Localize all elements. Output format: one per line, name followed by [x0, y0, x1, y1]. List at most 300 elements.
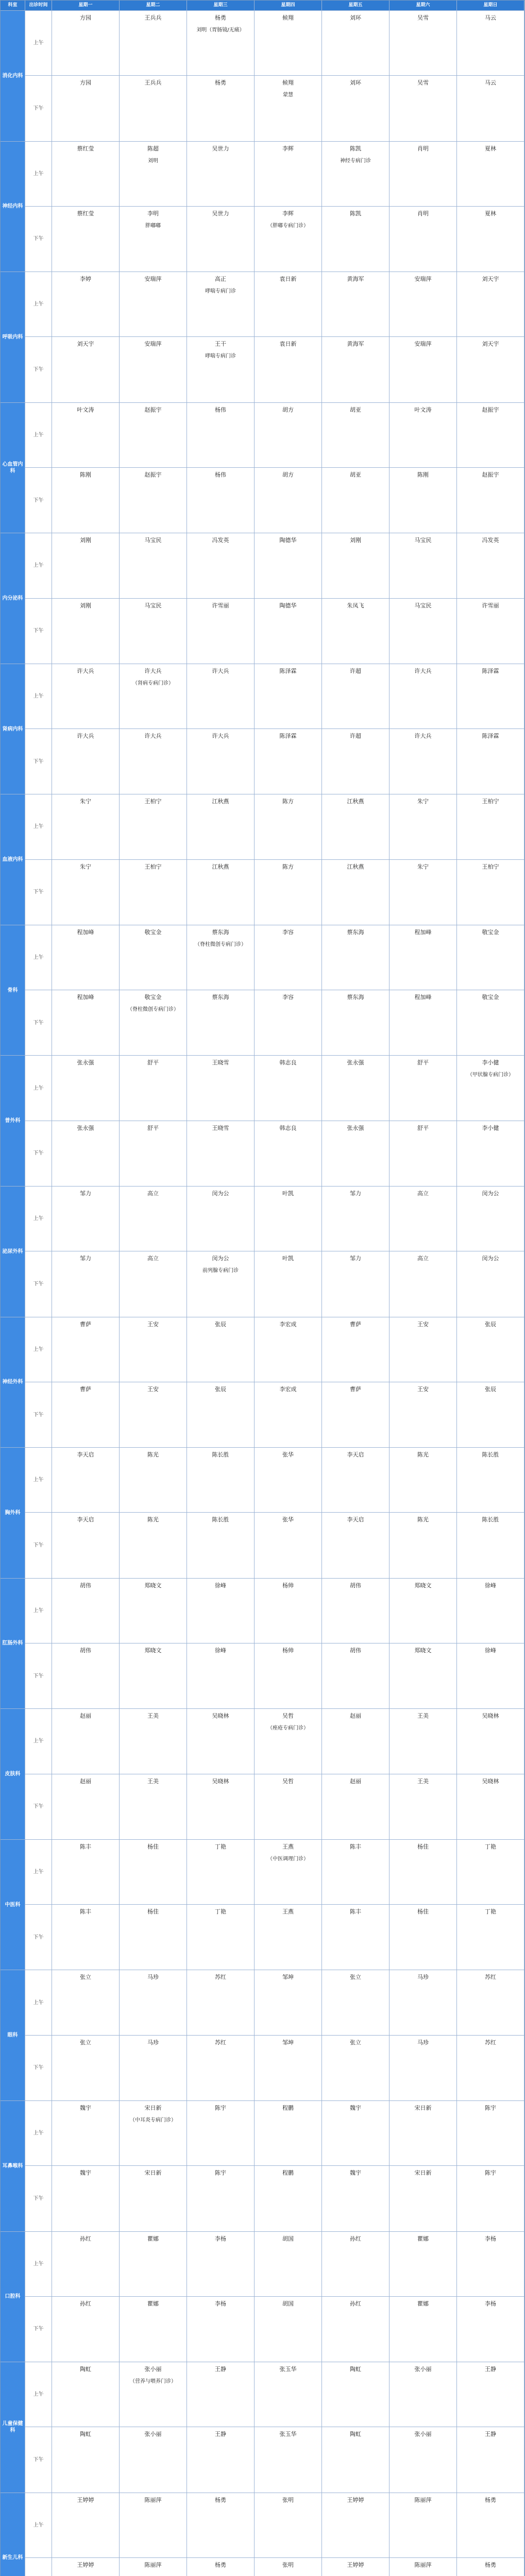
doctor-name: 高立: [147, 1255, 159, 1262]
doctor-entry: [187, 1579, 254, 1643]
column-header: 星期一: [52, 1, 120, 11]
doctor-name: 王婷婷: [347, 2561, 364, 2568]
doctor-entry: [120, 2232, 187, 2297]
time-slot: 下午: [33, 236, 44, 242]
doctor-name: 郑晓文: [144, 1582, 162, 1589]
doctor-name: 高正: [215, 276, 226, 283]
doctor-entry: [457, 1187, 524, 1251]
day-cell: [255, 1317, 322, 1448]
doctor-name: 叶凯: [282, 1255, 294, 1262]
department-label: 消化内科: [1, 11, 25, 142]
time-slot: 上午: [25, 925, 52, 990]
doctor-entry: [120, 2166, 187, 2231]
day-cell: [322, 2101, 389, 2232]
day-cell: [457, 2232, 524, 2363]
doctor-entry: [389, 2493, 456, 2558]
doctor-name: 王婷婷: [347, 2496, 364, 2503]
doctor-name: 徐峰: [485, 1582, 496, 1589]
doctor-name: 赵振宇: [482, 471, 499, 478]
department-label: 呼吸内科: [1, 272, 25, 403]
doctor-entry: [120, 2427, 187, 2492]
doctor-name: 王静: [485, 2366, 496, 2373]
day-cell: [322, 403, 389, 534]
day-cell: [187, 11, 255, 142]
day-cell: [389, 1317, 457, 1448]
doctor-entry: [457, 860, 524, 925]
time-slot: 上午: [25, 1187, 52, 1251]
doctor-name: 李天启: [347, 1516, 364, 1523]
doctor-entry: [255, 2427, 321, 2492]
time-slot-column: [25, 1840, 52, 1971]
doctor-entry: [322, 1187, 389, 1251]
doctor-name: 闵为公: [212, 1190, 229, 1197]
column-header: 科室: [1, 1, 25, 11]
doctor-entry: [120, 664, 187, 729]
doctor-entry: [52, 2558, 119, 2576]
day-cell: [187, 1970, 255, 2101]
doctor-name: 瞿娜: [417, 2300, 429, 2307]
day-cell: [120, 2232, 187, 2363]
doctor-entry: [120, 1448, 187, 1513]
doctor-name: 徐峰: [215, 1647, 226, 1654]
day-cell: [255, 2493, 322, 2576]
time-slot-column: [25, 1317, 52, 1448]
doctor-name: 许大兵: [414, 667, 432, 674]
doctor-entry: [120, 1643, 187, 1708]
doctor-entry: [457, 2297, 524, 2362]
day-cell: [389, 272, 457, 403]
doctor-entry: [457, 1579, 524, 1643]
day-cell: [52, 2232, 120, 2363]
day-cell: [322, 2493, 389, 2576]
time-slot: 下午: [33, 1281, 44, 1287]
time-slot: 下午: [33, 1673, 44, 1679]
doctor-name: 赵振宇: [144, 471, 162, 478]
doctor-entry: [457, 1970, 524, 2035]
doctor-name: 曹萨: [80, 1320, 91, 1328]
doctor-name: 张华: [282, 1451, 294, 1459]
doctor-name: 苏红: [215, 2039, 226, 2046]
doctor-entry: [52, 468, 119, 533]
time-slot: 上午: [25, 1709, 52, 1774]
doctor-name: 郑晓文: [414, 1647, 432, 1654]
day-cell: [322, 664, 389, 795]
doctor-name: 陶虹: [350, 2366, 361, 2373]
day-cell: [457, 1187, 524, 1317]
doctor-entry: [52, 142, 119, 207]
day-cell: [52, 1709, 120, 1840]
doctor-entry: [322, 2362, 389, 2427]
day-cell: [457, 2493, 524, 2576]
time-slot: 下午: [33, 2326, 44, 2332]
time-slot: 上午: [25, 272, 52, 337]
doctor-entry: [52, 1251, 119, 1316]
doctor-entry: [255, 599, 321, 664]
doctor-name: 杨佳: [147, 1843, 159, 1850]
doctor-entry: [187, 599, 254, 664]
doctor-entry: [389, 729, 456, 794]
doctor-name: 舒平: [417, 1124, 429, 1131]
doctor-entry: [322, 599, 389, 664]
time-slot-column: [25, 2493, 52, 2576]
doctor-name: 丁艳: [215, 1908, 226, 1916]
time-slot: 上午: [25, 533, 52, 598]
doctor-name: 胡亚: [350, 406, 361, 413]
doctor-name: 宋日新: [414, 2104, 432, 2111]
doctor-name: 王美: [147, 1713, 159, 1720]
doctor-name: 陈长胜: [212, 1451, 229, 1459]
doctor-entry: [255, 1382, 321, 1447]
doctor-entry: [457, 1905, 524, 1970]
doctor-note: （脊柱微创专病门诊）: [195, 941, 246, 947]
doctor-name: 李容: [282, 994, 294, 1001]
doctor-entry: [120, 2362, 187, 2427]
doctor-name: 程加峰: [414, 994, 432, 1001]
doctor-entry: [187, 337, 254, 402]
doctor-name: 马珍: [147, 2039, 159, 2046]
day-cell: [120, 403, 187, 534]
doctor-entry: [52, 729, 119, 794]
day-cell: [255, 2362, 322, 2493]
day-cell: [52, 1056, 120, 1187]
time-slot: [25, 2558, 52, 2576]
doctor-entry: [52, 337, 119, 402]
doctor-entry: [52, 1513, 119, 1578]
doctor-name: 马云: [485, 14, 496, 21]
doctor-name: 陈光: [147, 1451, 159, 1459]
doctor-name: 高立: [417, 1255, 429, 1262]
day-cell: [187, 2493, 255, 2576]
doctor-name: 苏红: [485, 1974, 496, 1981]
doctor-name: 王兵兵: [144, 79, 162, 87]
day-cell: [52, 2362, 120, 2493]
doctor-entry: [389, 2166, 456, 2231]
day-cell: [389, 142, 457, 273]
doctor-name: 韩志良: [279, 1059, 297, 1066]
doctor-entry: [52, 2232, 119, 2297]
doctor-name: 杨佳: [417, 1908, 429, 1916]
doctor-entry: [120, 729, 187, 794]
day-cell: [389, 1056, 457, 1187]
doctor-entry: [389, 1251, 456, 1316]
doctor-entry: [389, 1774, 456, 1839]
doctor-note: 胖嘟嘟: [145, 223, 161, 229]
day-cell: [457, 1709, 524, 1840]
doctor-entry: [187, 1056, 254, 1121]
doctor-name: 朱宁: [80, 863, 91, 870]
doctor-entry: [120, 207, 187, 272]
time-slot-column: [25, 2101, 52, 2232]
doctor-entry: [322, 337, 389, 402]
doctor-entry: [52, 1382, 119, 1447]
day-cell: [120, 2362, 187, 2493]
doctor-name: 邹力: [80, 1255, 91, 1262]
doctor-entry: [52, 1905, 119, 1970]
doctor-entry: [52, 403, 119, 468]
doctor-name: 候翔: [282, 79, 294, 87]
doctor-entry: [322, 2232, 389, 2297]
doctor-entry: [187, 11, 254, 76]
doctor-name: 李杨: [215, 2235, 226, 2242]
doctor-entry: [255, 533, 321, 598]
doctor-name: 胡伟: [350, 1647, 361, 1654]
doctor-entry: [322, 925, 389, 990]
doctor-entry: [255, 272, 321, 337]
doctor-name: 朱宁: [80, 798, 91, 805]
column-header: 星期三: [187, 1, 255, 11]
doctor-name: 陈丽萍: [414, 2496, 432, 2503]
doctor-name: 李宏成: [279, 1320, 297, 1328]
doctor-name: 王干: [215, 341, 226, 348]
doctor-entry: [389, 2297, 456, 2362]
doctor-name: 许雪丽: [212, 602, 229, 609]
doctor-entry: [389, 990, 456, 1055]
doctor-name: 许大兵: [77, 733, 94, 740]
doctor-entry: [120, 1840, 187, 1905]
doctor-entry: [255, 1317, 321, 1382]
doctor-name: 王静: [215, 2431, 226, 2438]
doctor-entry: [120, 2558, 187, 2576]
doctor-entry: [255, 1448, 321, 1513]
doctor-entry: [187, 1905, 254, 1970]
doctor-entry: [187, 1643, 254, 1708]
doctor-name: 安瑞萍: [414, 341, 432, 348]
doctor-name: 敬宝金: [482, 994, 499, 1001]
doctor-entry: [457, 272, 524, 337]
doctor-name: 陈光: [417, 1451, 429, 1459]
doctor-name: 王兵兵: [144, 14, 162, 21]
doctor-name: 刘刚: [350, 537, 361, 544]
department-label: 耳鼻喉科: [1, 2101, 25, 2232]
doctor-name: 方园: [80, 79, 91, 87]
day-cell: [322, 1579, 389, 1709]
department-label: 儿童保健科: [1, 2362, 25, 2493]
doctor-entry: [187, 860, 254, 925]
doctor-entry: [322, 1709, 389, 1774]
doctor-entry: [52, 1970, 119, 2035]
doctor-name: 夏林: [485, 145, 496, 152]
doctor-entry: [389, 337, 456, 402]
time-slot-column: [25, 1187, 52, 1317]
doctor-entry: [120, 990, 187, 1055]
doctor-entry: [457, 76, 524, 141]
doctor-name: 王燕: [282, 1908, 294, 1916]
doctor-name: 陶虹: [80, 2431, 91, 2438]
doctor-entry: [389, 2232, 456, 2297]
day-cell: [389, 2362, 457, 2493]
doctor-entry: [322, 2036, 389, 2100]
doctor-name: 宋日新: [414, 2170, 432, 2177]
doctor-entry: [187, 272, 254, 337]
doctor-name: 刘天宇: [482, 341, 499, 348]
day-cell: [322, 2362, 389, 2493]
doctor-name: 张永强: [77, 1124, 94, 1131]
doctor-name: 袁日新: [279, 276, 297, 283]
day-cell: [389, 1579, 457, 1709]
day-cell: [389, 2493, 457, 2576]
doctor-entry: [322, 2558, 389, 2576]
day-cell: [120, 1970, 187, 2101]
doctor-name: 吴哲: [282, 1777, 294, 1785]
doctor-name: 邹力: [350, 1190, 361, 1197]
doctor-name: 王柏宁: [482, 863, 499, 870]
doctor-name: 蔡红莹: [77, 145, 94, 152]
doctor-entry: [457, 1513, 524, 1578]
doctor-name: 宋日新: [144, 2170, 162, 2177]
doctor-entry: [389, 207, 456, 272]
day-cell: [187, 1187, 255, 1317]
doctor-name: 邹力: [80, 1190, 91, 1197]
time-slot: 下午: [33, 1804, 44, 1810]
doctor-entry: [322, 729, 389, 794]
doctor-name: 朱凤飞: [347, 602, 364, 609]
day-cell: [457, 403, 524, 534]
doctor-entry: [389, 1840, 456, 1905]
doctor-entry: [52, 272, 119, 337]
doctor-name: 舒平: [147, 1059, 159, 1066]
doctor-entry: [52, 2166, 119, 2231]
doctor-entry: [457, 2036, 524, 2100]
doctor-entry: [120, 2036, 187, 2100]
doctor-name: 杨勇: [485, 2496, 496, 2503]
doctor-name: 胡伟: [350, 1582, 361, 1589]
day-cell: [52, 1970, 120, 2101]
doctor-entry: [322, 990, 389, 1055]
doctor-entry: [120, 1970, 187, 2035]
doctor-name: 瞿娜: [147, 2300, 159, 2307]
doctor-name: 李天启: [77, 1451, 94, 1459]
doctor-entry: [322, 1056, 389, 1121]
department-label: 新生儿科: [1, 2493, 25, 2576]
doctor-entry: [187, 1187, 254, 1251]
doctor-entry: [52, 1187, 119, 1251]
doctor-entry: [52, 533, 119, 598]
doctor-name: 瞿娜: [417, 2235, 429, 2242]
doctor-name: 陈丰: [350, 1908, 361, 1916]
day-cell: [322, 1709, 389, 1840]
time-slot-column: [25, 1709, 52, 1840]
doctor-name: 陶虹: [80, 2366, 91, 2373]
doctor-entry: [255, 403, 321, 468]
day-cell: [120, 1056, 187, 1187]
doctor-name: 邹力: [350, 1255, 361, 1262]
doctor-name: 王婷婷: [77, 2561, 94, 2568]
doctor-entry: [52, 2297, 119, 2362]
doctor-entry: [120, 2101, 187, 2166]
time-slot: 上午: [25, 2101, 52, 2166]
doctor-name: 许大兵: [144, 667, 162, 674]
day-cell: [120, 1840, 187, 1971]
doctor-entry: [255, 76, 321, 141]
time-slot: 下午: [33, 367, 44, 373]
doctor-entry: [187, 1513, 254, 1578]
day-cell: [120, 664, 187, 795]
doctor-entry: [120, 11, 187, 76]
doctor-name: 王美: [417, 1777, 429, 1785]
day-cell: [120, 272, 187, 403]
day-cell: [255, 1709, 322, 1840]
doctor-entry: [120, 2297, 187, 2362]
doctor-name: 张小丽: [144, 2431, 162, 2438]
doctor-entry: [457, 11, 524, 76]
day-cell: [457, 1579, 524, 1709]
doctor-entry: [120, 599, 187, 664]
doctor-name: 丁艳: [215, 1843, 226, 1850]
doctor-name: 陈泽霖: [279, 667, 297, 674]
day-cell: [389, 11, 457, 142]
doctor-entry: [322, 1774, 389, 1839]
doctor-entry: [52, 2362, 119, 2427]
doctor-entry: [322, 207, 389, 272]
doctor-name: 张明: [282, 2561, 294, 2568]
doctor-entry: [120, 403, 187, 468]
time-slot: 下午: [33, 1150, 44, 1157]
day-cell: [255, 142, 322, 273]
doctor-note: （胖嘟专病门诊）: [267, 223, 309, 229]
doctor-entry: [120, 1121, 187, 1186]
doctor-entry: [120, 1513, 187, 1578]
doctor-entry: [389, 599, 456, 664]
day-cell: [187, 664, 255, 795]
doctor-entry: [322, 1121, 389, 1186]
time-slot: 上午: [25, 142, 52, 207]
day-cell: [457, 142, 524, 273]
doctor-name: 李宏成: [279, 1385, 297, 1393]
doctor-entry: [52, 76, 119, 141]
doctor-name: 王静: [485, 2431, 496, 2438]
doctor-entry: [457, 1643, 524, 1708]
doctor-name: 张小丽: [414, 2431, 432, 2438]
time-slot: 下午: [33, 1934, 44, 1940]
day-cell: [389, 925, 457, 1056]
doctor-entry: [120, 1579, 187, 1643]
doctor-entry: [457, 533, 524, 598]
day-cell: [52, 1840, 120, 1971]
doctor-entry: [255, 860, 321, 925]
doctor-entry: [322, 468, 389, 533]
doctor-name: 敬宝金: [144, 994, 162, 1001]
doctor-name: 韩志良: [279, 1124, 297, 1131]
doctor-name: 黄海军: [347, 341, 364, 348]
doctor-entry: [120, 533, 187, 598]
doctor-name: 陈超: [147, 145, 159, 152]
doctor-entry: [187, 990, 254, 1055]
day-cell: [52, 1448, 120, 1579]
doctor-name: 陈方: [282, 863, 294, 870]
day-cell: [322, 2232, 389, 2363]
day-cell: [322, 1187, 389, 1317]
doctor-name: 张永强: [77, 1059, 94, 1066]
day-cell: [322, 142, 389, 273]
doctor-entry: [255, 207, 321, 272]
doctor-note: 哮喘专病门诊: [205, 353, 236, 360]
time-slot: 下午: [33, 2195, 44, 2201]
doctor-entry: [255, 468, 321, 533]
department-label: 血液内科: [1, 794, 25, 925]
doctor-entry: [120, 860, 187, 925]
time-slot: 上午: [25, 1579, 52, 1643]
doctor-name: 吴雪: [417, 79, 429, 87]
doctor-entry: [322, 533, 389, 598]
day-cell: [255, 2101, 322, 2232]
doctor-name: 张永强: [347, 1059, 364, 1066]
day-cell: [255, 925, 322, 1056]
doctor-entry: [457, 468, 524, 533]
doctor-name: 曹萨: [350, 1385, 361, 1393]
doctor-name: 蔡东海: [212, 928, 229, 936]
day-cell: [389, 1709, 457, 1840]
doctor-name: 孙红: [350, 2300, 361, 2307]
